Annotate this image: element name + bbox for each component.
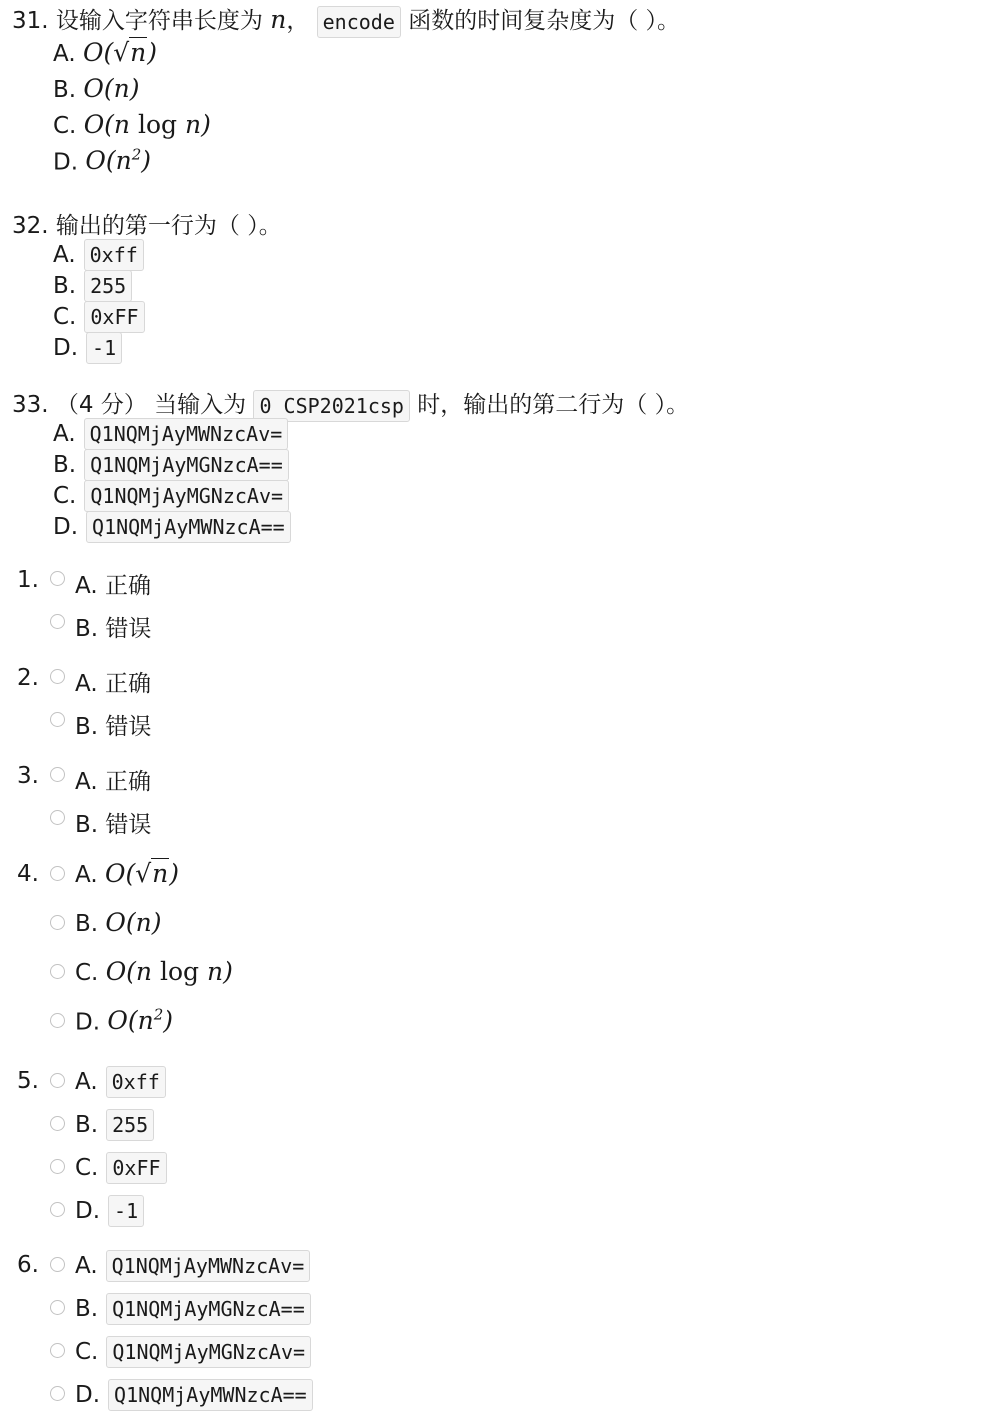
- answer-2-label-a: A. 正确: [75, 671, 151, 697]
- option-letter: B.: [53, 452, 77, 478]
- option-code: Q1NQMjAyMGNzcAv=: [84, 480, 289, 512]
- answer-2-radio-a[interactable]: [50, 669, 65, 684]
- q31-option-a: [53, 38, 157, 67]
- q33-text-after: 时，输出的第二行为（ ）。: [417, 392, 690, 418]
- answer-3-label-b: B. 错误: [75, 812, 152, 838]
- option-letter: B.: [75, 1296, 99, 1322]
- option-letter: C.: [53, 304, 77, 330]
- option-letter: D.: [75, 1382, 101, 1408]
- q31-stem: [12, 2, 680, 38]
- answer-3-label-a: A. 正确: [75, 769, 151, 795]
- option-letter: A.: [75, 1069, 98, 1095]
- option-code: Q1NQMjAyMWNzcA==: [86, 511, 291, 543]
- option-letter: B.: [53, 273, 77, 299]
- answer-5-label-a: [75, 1066, 166, 1098]
- answer-4-radio-d[interactable]: [50, 1013, 65, 1028]
- option-letter: D.: [75, 1009, 101, 1036]
- answer-5-radio-a[interactable]: [50, 1073, 65, 1088]
- q31-option-b: [53, 74, 140, 103]
- answer-1-number: 1.: [17, 567, 39, 593]
- option-code: Q1NQMjAyMWNzcA==: [108, 1379, 313, 1411]
- answer-6-label-a: [75, 1250, 310, 1282]
- answer-2-label-b: B. 错误: [75, 714, 152, 740]
- q33-option-d: [53, 511, 291, 543]
- answer-6-radio-d[interactable]: [50, 1386, 65, 1401]
- option-letter: A.: [75, 862, 98, 888]
- math-o-n2: $O(n^2)$: [85, 146, 152, 176]
- answer-6-radio-c[interactable]: [50, 1343, 65, 1358]
- option-code: Q1NQMjAyMWNzcAv=: [106, 1250, 311, 1282]
- answer-4-radio-c[interactable]: [50, 964, 65, 979]
- math-o-sqrt-n: O(√n): [104, 859, 180, 888]
- answer-4-label-a: [75, 859, 179, 888]
- answer-5-label-b: [75, 1109, 154, 1141]
- q31-var: n: [270, 5, 287, 34]
- option-letter: C.: [75, 1155, 99, 1181]
- math-o-n: O(n): [83, 74, 140, 103]
- option-letter: A.: [53, 421, 76, 447]
- q31-number: 31.: [12, 8, 49, 34]
- q32-option-b: [53, 270, 132, 302]
- answer-5-radio-b[interactable]: [50, 1116, 65, 1131]
- option-letter: D.: [75, 1198, 101, 1224]
- math-o-nlogn: O(n log n): [83, 110, 211, 139]
- math-o-sqrt-n: O(√n): [82, 38, 158, 67]
- option-letter: B.: [75, 911, 99, 937]
- answer-6-number: 6.: [17, 1252, 39, 1278]
- option-letter: C.: [75, 960, 99, 986]
- answer-6-radio-a[interactable]: [50, 1257, 65, 1272]
- q31-option-c: [53, 110, 211, 139]
- q31-option-d: [53, 146, 151, 175]
- answer-4-radio-a[interactable]: [50, 866, 65, 881]
- answer-2-number: 2.: [17, 665, 39, 691]
- option-letter: A.: [53, 41, 76, 67]
- option-letter: B.: [75, 1112, 99, 1138]
- option-letter: C.: [75, 1339, 99, 1365]
- q32-number: 32.: [12, 213, 49, 239]
- q31-text-after: 函数的时间复杂度为（ ）。: [408, 8, 680, 34]
- option-letter: D.: [53, 335, 79, 361]
- q32-stem: [12, 207, 282, 240]
- answer-6-label-b: [75, 1293, 311, 1325]
- option-code: 255: [106, 1109, 154, 1141]
- answer-4-label-b: [75, 908, 162, 937]
- answer-2-radio-b[interactable]: [50, 712, 65, 727]
- q33-text-before: （4 分） 当输入为: [55, 392, 247, 418]
- q33-code: 0 CSP2021csp: [253, 390, 410, 422]
- answer-5-number: 5.: [17, 1068, 39, 1094]
- option-letter: C.: [53, 483, 77, 509]
- q32-option-c: [53, 301, 145, 333]
- q32-option-d: [53, 332, 122, 364]
- answer-5-radio-d[interactable]: [50, 1202, 65, 1217]
- answer-1-radio-a[interactable]: [50, 571, 65, 586]
- q32-text: 输出的第一行为（ ）。: [55, 213, 282, 239]
- q33-option-b: [53, 449, 289, 481]
- answer-6-label-d: [75, 1379, 313, 1411]
- option-code: Q1NQMjAyMGNzcA==: [106, 1293, 311, 1325]
- q31-code: encode: [317, 6, 401, 38]
- answer-3-radio-a[interactable]: [50, 767, 65, 782]
- option-code: Q1NQMjAyMGNzcAv=: [106, 1336, 311, 1368]
- answer-1-label-b: B. 错误: [75, 616, 152, 642]
- option-letter: C.: [53, 113, 77, 139]
- option-code: -1: [108, 1195, 144, 1227]
- q33-stem: [12, 386, 689, 422]
- answer-5-label-d: [75, 1195, 144, 1227]
- answer-5-radio-c[interactable]: [50, 1159, 65, 1174]
- answer-4-label-c: [75, 957, 233, 986]
- option-code: 0xff: [106, 1066, 166, 1098]
- math-o-n: O(n): [105, 908, 162, 937]
- q31-text-before: 设输入字符串长度为: [55, 8, 263, 34]
- option-code: 255: [84, 270, 132, 302]
- option-letter: D.: [53, 149, 79, 176]
- option-letter: A.: [53, 242, 76, 268]
- option-letter: D.: [53, 514, 79, 540]
- q33-option-a: [53, 418, 288, 450]
- answer-6-radio-b[interactable]: [50, 1300, 65, 1315]
- option-code: 0xFF: [106, 1152, 166, 1184]
- option-letter: B.: [53, 77, 77, 103]
- option-code: 0xFF: [84, 301, 144, 333]
- answer-6-label-c: [75, 1336, 311, 1368]
- answer-4-number: 4.: [17, 861, 39, 887]
- q33-number: 33.: [12, 392, 49, 418]
- answer-4-label-d: [75, 1006, 173, 1035]
- answer-4-radio-b[interactable]: [50, 915, 65, 930]
- answer-1-label-a: A. 正确: [75, 573, 151, 599]
- option-code: -1: [86, 332, 122, 364]
- answer-1-radio-b[interactable]: [50, 614, 65, 629]
- answer-3-number: 3.: [17, 763, 39, 789]
- math-o-nlogn: O(n log n): [105, 957, 233, 986]
- q31-comma: ，: [286, 8, 310, 34]
- option-code: Q1NQMjAyMWNzcAv=: [84, 418, 289, 450]
- option-code: Q1NQMjAyMGNzcA==: [84, 449, 289, 481]
- answer-3-radio-b[interactable]: [50, 810, 65, 825]
- math-o-n2: $O(n^2)$: [107, 1006, 174, 1036]
- q33-option-c: [53, 480, 289, 512]
- option-letter: A.: [75, 1253, 98, 1279]
- answer-5-label-c: [75, 1152, 167, 1184]
- option-code: 0xff: [84, 239, 144, 271]
- q32-option-a: [53, 239, 144, 271]
